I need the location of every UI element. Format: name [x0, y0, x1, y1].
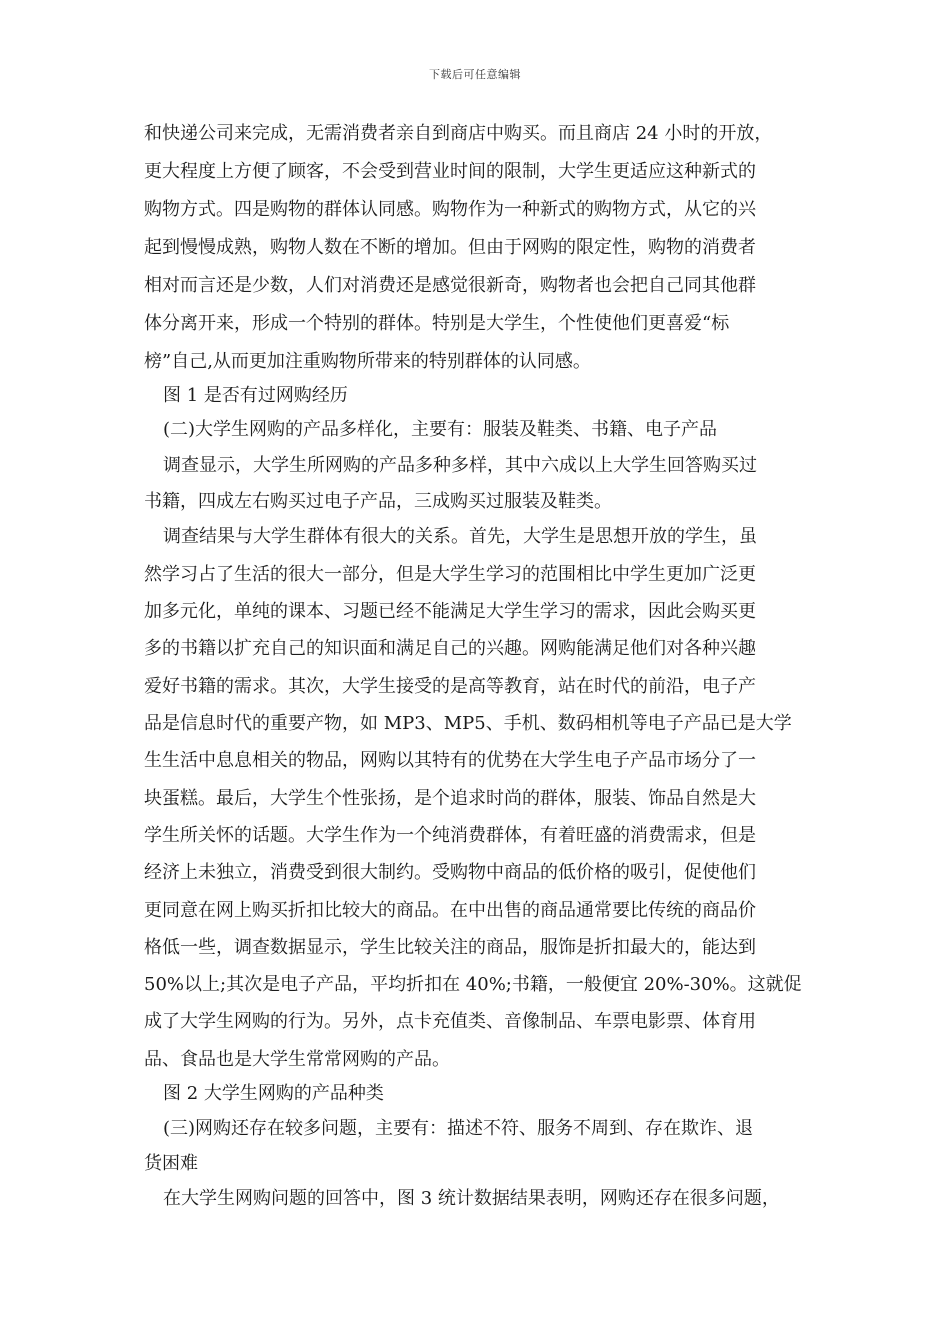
body-line: 货困难	[144, 1153, 198, 1174]
figure-caption-2: 图 2 大学生网购的产品种类	[163, 1083, 384, 1104]
body-line: 更大程度上方便了顾客，不会受到营业时间的限制，大学生更适应这种新式的	[144, 161, 756, 182]
body-line: 起到慢慢成熟，购物人数在不断的增加。但由于网购的限定性，购物的消费者	[144, 237, 756, 258]
section-heading-2: (二)大学生网购的产品多样化，主要有：服装及鞋类、书籍、电子产品	[163, 419, 718, 440]
body-line: 和快递公司来完成，无需消费者亲自到商店中购买。而且商店 24 小时的开放，	[144, 123, 773, 144]
page-header: 下载后可任意编辑	[429, 68, 521, 81]
body-line: 购物方式。四是购物的群体认同感。购物作为一种新式的购物方式，从它的兴	[144, 199, 756, 220]
body-line: 多的书籍以扩充自己的知识面和满足自己的兴趣。网购能满足他们对各种兴趣	[144, 638, 756, 659]
section-heading-3: (三)网购还存在较多问题，主要有：描述不符、服务不周到、存在欺诈、退	[163, 1118, 754, 1139]
body-line: 加多元化，单纯的课本、习题已经不能满足大学生学习的需求，因此会购买更	[144, 601, 756, 622]
body-line: 爱好书籍的需求。其次，大学生接受的是高等教育，站在时代的前沿，电子产	[144, 676, 756, 697]
body-line: 50%以上;其次是电子产品，平均折扣在 40%;书籍，一般便宜 20%-30%。这就促	[144, 974, 802, 995]
body-line: 学生所关怀的话题。大学生作为一个纯消费群体，有着旺盛的消费需求，但是	[144, 825, 756, 846]
figure-caption-1: 图 1 是否有过网购经历	[163, 385, 348, 406]
body-line: 成了大学生网购的行为。另外，点卡充值类、音像制品、车票电影票、体育用	[144, 1011, 756, 1032]
body-line: 更同意在网上购买折扣比较大的商品。在中出售的商品通常要比传统的商品价	[144, 900, 756, 921]
body-line: 经济上未独立，消费受到很大制约。受购物中商品的低价格的吸引，促使他们	[144, 862, 756, 883]
body-line: 然学习占了生活的很大一部分，但是大学生学习的范围相比中学生更加广泛更	[144, 564, 756, 585]
body-line: 生生活中息息相关的物品，网购以其特有的优势在大学生电子产品市场分了一	[144, 750, 756, 771]
body-line: 品是信息时代的重要产物，如 MP3、MP5、手机、数码相机等电子产品已是大学	[144, 713, 792, 734]
body-line: 格低一些，调查数据显示，学生比较关注的商品，服饰是折扣最大的，能达到	[144, 937, 756, 958]
body-line: 相对而言还是少数，人们对消费还是感觉很新奇，购物者也会把自己同其他群	[144, 275, 756, 296]
body-line: 品、食品也是大学生常常网购的产品。	[144, 1049, 450, 1070]
body-line: 在大学生网购问题的回答中，图 3 统计数据结果表明，网购还存在很多问题，	[163, 1188, 780, 1209]
body-line: 书籍，四成左右购买过电子产品，三成购买过服装及鞋类。	[144, 491, 612, 512]
body-line: 调查结果与大学生群体有很大的关系。首先，大学生是思想开放的学生，虽	[163, 526, 757, 547]
body-line: 榜”自己,从而更加注重购物所带来的特别群体的认同感。	[144, 351, 591, 372]
body-line: 块蛋糕。最后，大学生个性张扬，是个追求时尚的群体，服装、饰品自然是大	[144, 788, 756, 809]
body-line: 体分离开来，形成一个特别的群体。特别是大学生，个性使他们更喜爱“标	[144, 313, 730, 334]
body-line: 调查显示，大学生所网购的产品多种多样，其中六成以上大学生回答购买过	[163, 455, 757, 476]
